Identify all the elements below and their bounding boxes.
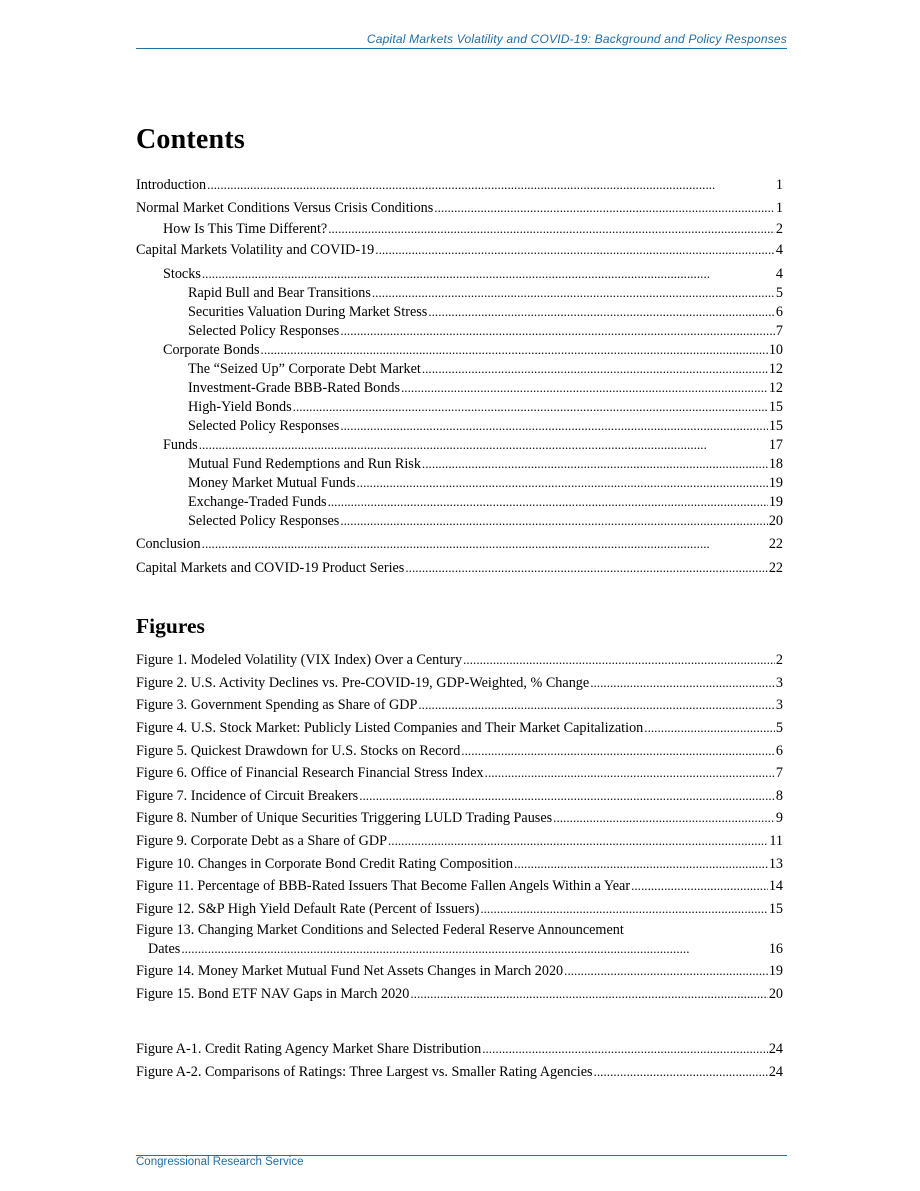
toc-entry[interactable] (188, 512, 783, 530)
leader-dots (644, 719, 775, 736)
leader-dots (405, 559, 767, 576)
leader-dots (418, 696, 775, 713)
figure-page: 14 (768, 878, 783, 894)
toc-entry[interactable] (163, 220, 783, 238)
toc-label: Investment-Grade BBB-Rated Bonds (188, 380, 400, 396)
toc-entry[interactable] (188, 417, 783, 435)
figure-page: 24 (768, 1064, 783, 1080)
figure-label-wrapped[interactable]: Figure 13. Changing Market Conditions and Selected Federal Reserve Announcement (136, 922, 624, 938)
figure-entry[interactable] (136, 764, 783, 782)
leader-dots (293, 398, 768, 415)
leader-dots (356, 474, 767, 491)
toc-label: Money Market Mutual Funds (188, 475, 356, 491)
toc-page: 12 (768, 380, 783, 396)
leader-dots (359, 787, 775, 804)
figure-label: Figure 9. Corporate Debt as a Share of GDP (136, 833, 387, 849)
figure-page: 3 (775, 675, 783, 691)
toc-entry[interactable] (136, 559, 783, 577)
figure-entry[interactable] (136, 809, 783, 827)
leader-dots (375, 241, 775, 258)
figure-label-continuation: Dates (148, 941, 181, 957)
toc-label: Introduction (136, 177, 207, 193)
figure-page: 20 (768, 986, 783, 1002)
toc-page: 10 (768, 342, 783, 358)
toc-entry[interactable] (188, 493, 783, 511)
toc-label: Rapid Bull and Bear Transitions (188, 285, 371, 301)
figure-page: 9 (775, 810, 783, 826)
figure-page: 2 (775, 652, 783, 668)
appendix-figure-entry[interactable] (136, 1063, 783, 1081)
figure-label: Figure 5. Quickest Drawdown for U.S. Stocks on Record (136, 743, 461, 759)
figure-page: 24 (768, 1041, 783, 1057)
figure-entry[interactable] (136, 832, 783, 850)
toc-label: Funds (163, 437, 198, 453)
toc-page: 5 (775, 285, 783, 301)
figure-label: Figure 10. Changes in Corporate Bond Credit Rating Composition (136, 856, 514, 872)
header-rule (136, 48, 787, 49)
figure-label: Figure 7. Incidence of Circuit Breakers (136, 788, 359, 804)
figure-entry[interactable] (136, 855, 783, 873)
figure-entry[interactable] (136, 787, 783, 805)
toc-page: 4 (775, 266, 783, 282)
leader-dots (388, 832, 768, 849)
toc-entry[interactable] (136, 535, 783, 553)
toc-page: 15 (768, 399, 783, 415)
toc-label: Selected Policy Responses (188, 418, 340, 434)
figure-entry[interactable] (136, 674, 783, 692)
leader-dots (261, 341, 768, 358)
toc-label: Exchange-Traded Funds (188, 494, 327, 510)
toc-entry[interactable] (163, 265, 783, 283)
toc-page: 18 (768, 456, 783, 472)
figure-page: 13 (768, 856, 783, 872)
figure-label: Figure 15. Bond ETF NAV Gaps in March 2020 (136, 986, 410, 1002)
leader-dots (594, 1063, 768, 1080)
figure-label: Figure 8. Number of Unique Securities Triggering LULD Trading Pauses (136, 810, 553, 826)
toc-entry[interactable] (188, 398, 783, 416)
leader-dots (181, 940, 768, 957)
leader-dots (401, 379, 768, 396)
figure-label: Figure 3. Government Spending as Share of GDP (136, 697, 418, 713)
toc-page: 15 (768, 418, 783, 434)
figure-entry[interactable] (136, 900, 783, 918)
toc-label: Selected Policy Responses (188, 513, 340, 529)
toc-page: 20 (768, 513, 783, 529)
figure-entry[interactable] (136, 962, 783, 980)
leader-dots (461, 742, 775, 759)
toc-page: 7 (775, 323, 783, 339)
toc-label: Capital Markets and COVID-19 Product Series (136, 560, 405, 576)
running-header: Capital Markets Volatility and COVID-19: Background and Policy Responses (366, 32, 787, 46)
leader-dots (410, 985, 767, 1002)
toc-page: 19 (768, 475, 783, 491)
toc-label: The “Seized Up” Corporate Debt Market (188, 361, 421, 377)
toc-label: High-Yield Bonds (188, 399, 292, 415)
leader-dots (202, 535, 768, 552)
figure-entry[interactable] (136, 742, 783, 760)
leader-dots (480, 900, 767, 917)
figure-label: Figure 14. Money Market Mutual Fund Net Assets Changes in March 2020 (136, 963, 564, 979)
toc-entry[interactable] (188, 284, 783, 302)
leader-dots (422, 455, 768, 472)
leader-dots (463, 651, 775, 668)
figure-page: 11 (769, 833, 783, 849)
toc-entry[interactable] (188, 303, 783, 321)
figure-page: 5 (775, 720, 783, 736)
leader-dots (340, 417, 768, 434)
toc-entry[interactable] (136, 176, 783, 194)
toc-label: Selected Policy Responses (188, 323, 340, 339)
figure-entry[interactable] (148, 940, 783, 958)
figure-label: Figure 4. U.S. Stock Market: Publicly Listed Companies and Their Market Capitalization (136, 720, 644, 736)
figure-page: 8 (775, 788, 783, 804)
toc-page: 19 (768, 494, 783, 510)
toc-entry[interactable] (188, 379, 783, 397)
toc-entry[interactable] (188, 474, 783, 492)
figure-entry[interactable] (136, 985, 783, 1003)
toc-page: 17 (768, 437, 783, 453)
figure-label: Figure 12. S&P High Yield Default Rate (Percent of Issuers) (136, 901, 480, 917)
leader-dots (631, 877, 768, 894)
figure-page: 16 (768, 941, 783, 957)
figure-page: 3 (775, 697, 783, 713)
leader-dots (422, 360, 768, 377)
figure-entry[interactable] (136, 696, 783, 714)
leader-dots (482, 1040, 768, 1057)
figure-label: Figure 1. Modeled Volatility (VIX Index) Over a Century (136, 652, 463, 668)
toc-entry[interactable] (188, 455, 783, 473)
figure-label: Figure 6. Office of Financial Research Financial Stress Index (136, 765, 484, 781)
toc-page: 4 (775, 242, 783, 258)
toc-label: Securities Valuation During Market Stress (188, 304, 428, 320)
toc-label: Mutual Fund Redemptions and Run Risk (188, 456, 421, 472)
toc-label: Normal Market Conditions Versus Crisis Conditions (136, 200, 434, 216)
toc-page: 22 (768, 536, 783, 552)
toc-label: Stocks (163, 266, 201, 282)
toc-entry[interactable] (188, 360, 783, 378)
figure-label: Figure A-2. Comparisons of Ratings: Three Largest vs. Smaller Rating Agencies (136, 1064, 593, 1080)
toc-entry[interactable] (136, 199, 783, 217)
figure-entry[interactable] (136, 877, 783, 895)
leader-dots (485, 764, 775, 781)
appendix-figure-entry[interactable] (136, 1040, 783, 1058)
toc-page: 6 (775, 304, 783, 320)
leader-dots (564, 962, 768, 979)
toc-label: Conclusion (136, 536, 201, 552)
figure-page: 19 (768, 963, 783, 979)
figure-label: Figure 11. Percentage of BBB-Rated Issuers That Become Fallen Angels Within a Year (136, 878, 631, 894)
figure-entry[interactable] (136, 651, 783, 669)
toc-page: 22 (768, 560, 783, 576)
leader-dots (428, 303, 775, 320)
toc-entry[interactable] (163, 436, 783, 454)
toc-page: 1 (775, 177, 783, 193)
figure-page: 7 (775, 765, 783, 781)
figure-label: Figure 2. U.S. Activity Declines vs. Pre-COVID-19, GDP-Weighted, % Change (136, 675, 590, 691)
leader-dots (199, 436, 768, 453)
figure-page: 6 (775, 743, 783, 759)
leader-dots (372, 284, 775, 301)
leader-dots (340, 322, 775, 339)
toc-page: 12 (768, 361, 783, 377)
figure-page: 15 (768, 901, 783, 917)
figure-label: Figure A-1. Credit Rating Agency Market Share Distribution (136, 1041, 482, 1057)
toc-label: Capital Markets Volatility and COVID-19 (136, 242, 375, 258)
leader-dots (434, 199, 775, 216)
leader-dots (340, 512, 768, 529)
toc-page: 2 (775, 221, 783, 237)
figure-entry[interactable] (136, 719, 783, 737)
leader-dots (553, 809, 775, 826)
toc-page: 1 (775, 200, 783, 216)
leader-dots (202, 265, 775, 282)
contents-heading: Contents (136, 124, 245, 155)
toc-entry[interactable] (163, 341, 783, 359)
leader-dots (328, 493, 768, 510)
toc-entry[interactable] (188, 322, 783, 340)
figures-heading: Figures (136, 614, 205, 638)
leader-dots (328, 220, 775, 237)
running-footer: Congressional Research Service (136, 1156, 304, 1168)
toc-entry[interactable] (136, 241, 783, 259)
leader-dots (590, 674, 775, 691)
toc-label: How Is This Time Different? (163, 221, 328, 237)
toc-label: Corporate Bonds (163, 342, 260, 358)
leader-dots (207, 176, 775, 193)
leader-dots (514, 855, 768, 872)
